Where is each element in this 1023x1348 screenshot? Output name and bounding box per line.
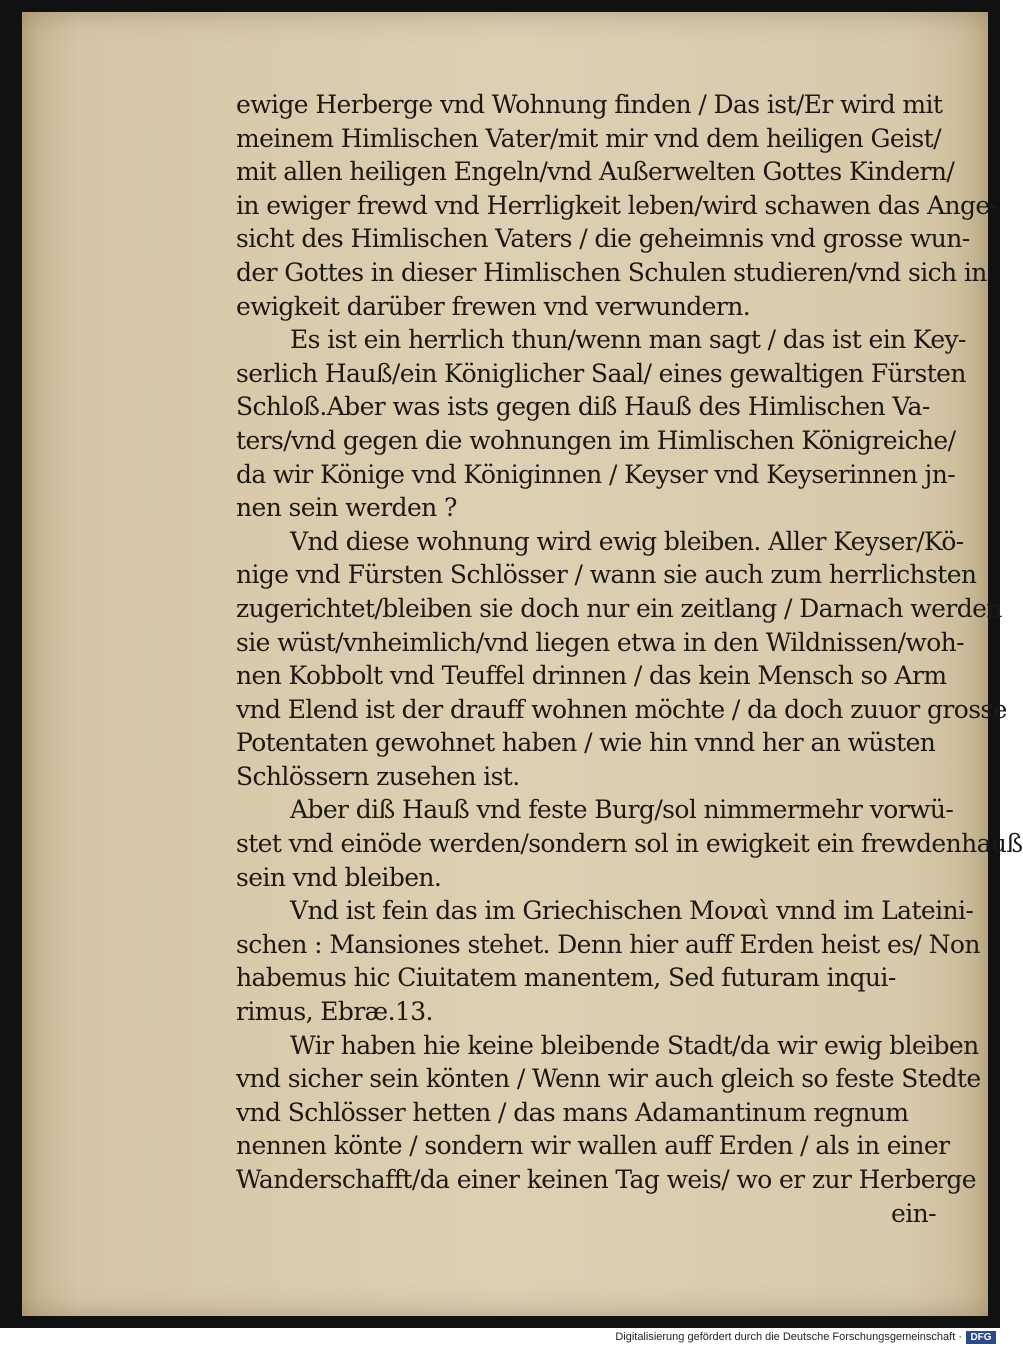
footer-credit: Digitalisierung gefördert durch die Deutsche Forschungsgemeinschaft ·: [615, 1331, 962, 1343]
footer-bar: [0, 1328, 1000, 1348]
text-line: in ewiger frewd vnd Herrligkeit leben/wird schawen das Ange-: [236, 190, 998, 220]
text-line: zugerichtet/bleiben sie doch nur ein zeitlang / Darnach werden: [236, 593, 1002, 623]
text-line: rimus, Ebræ.13.: [236, 997, 433, 1027]
text-line: Potentaten gewohnet haben / wie hin vnnd her an wüsten: [236, 728, 936, 758]
text-line: nen sein werden ?: [236, 493, 457, 523]
text-line: stet vnd einöde werden/sondern sol in ewigkeit ein frewdenhauß: [236, 829, 1023, 859]
text-line: schen : Mansiones stehet. Denn hier auff Erden heist es/ Non: [236, 929, 980, 959]
text-line: da wir Könige vnd Königinnen / Keyser vnd Keyserinnen jn-: [236, 459, 956, 489]
text-line: sein vnd bleiben.: [236, 862, 442, 892]
text-line: habemus hic Ciuitatem manentem, Sed futuram inqui-: [236, 963, 896, 993]
text-line: ewigkeit darüber frewen vnd verwundern.: [236, 291, 751, 321]
dfg-logo-icon: DFG: [966, 1331, 996, 1344]
text-line: nennen könte / sondern wir wallen auff Erden / als in einer: [236, 1131, 950, 1161]
text-line: Vnd ist fein das im Griechischen Μοναὶ vnnd im Lateini-: [290, 896, 974, 926]
page-text: [236, 88, 1023, 1230]
text-line: ein-: [891, 1198, 936, 1228]
text-line: Schloß.Aber was ists gegen diß Hauß des Himlischen Va-: [236, 392, 930, 422]
text-line: Aber diß Hauß vnd feste Burg/sol nimmermehr vorwü-: [290, 795, 954, 825]
text-line: Vnd diese wohnung wird ewig bleiben. Aller Keyser/Kö-: [290, 526, 964, 556]
text-line: vnd Schlösser hetten / das mans Adamantinum regnum: [236, 1097, 909, 1127]
text-line: der Gottes in dieser Himlischen Schulen studieren/vnd sich in: [236, 257, 987, 287]
text-line: serlich Hauß/ein Königlicher Saal/ eines gewaltigen Fürsten: [236, 358, 966, 388]
text-line: mit allen heiligen Engeln/vnd Außerwelten Gottes Kindern/: [236, 157, 955, 187]
text-line: vnd Elend ist der drauff wohnen möchte / da doch zuuor grosse: [236, 694, 1007, 724]
text-line: vnd sicher sein könten / Wenn wir auch gleich so feste Stedte: [236, 1064, 981, 1094]
text-line: Es ist ein herrlich thun/wenn man sagt / das ist ein Key-: [290, 325, 966, 355]
text-line: sie wüst/vnheimlich/vnd liegen etwa in den Wildnissen/woh-: [236, 627, 965, 657]
text-line: Wir haben hie keine bleibende Stadt/da wir ewig bleiben: [290, 1030, 979, 1060]
text-line: Schlössern zusehen ist.: [236, 761, 520, 791]
text-line: Wanderschafft/da einer keinen Tag weis/ wo er zur Herberge: [236, 1165, 976, 1194]
text-line: ewige Herberge vnd Wohnung finden / Das ist/Er wird mit: [236, 90, 943, 119]
text-line: ters/vnd gegen die wohnungen im Himlischen Königreiche/: [236, 425, 956, 455]
text-line: nige vnd Fürsten Schlösser / wann sie auch zum herrlichsten: [236, 560, 977, 590]
text-line: sicht des Himlischen Vaters / die geheimnis vnd grosse wun-: [236, 224, 970, 254]
text-line: meinem Himlischen Vater/mit mir vnd dem heiligen Geist/: [236, 123, 941, 153]
text-line: nen Kobbolt vnd Teuffel drinnen / das kein Mensch so Arm: [236, 661, 947, 691]
